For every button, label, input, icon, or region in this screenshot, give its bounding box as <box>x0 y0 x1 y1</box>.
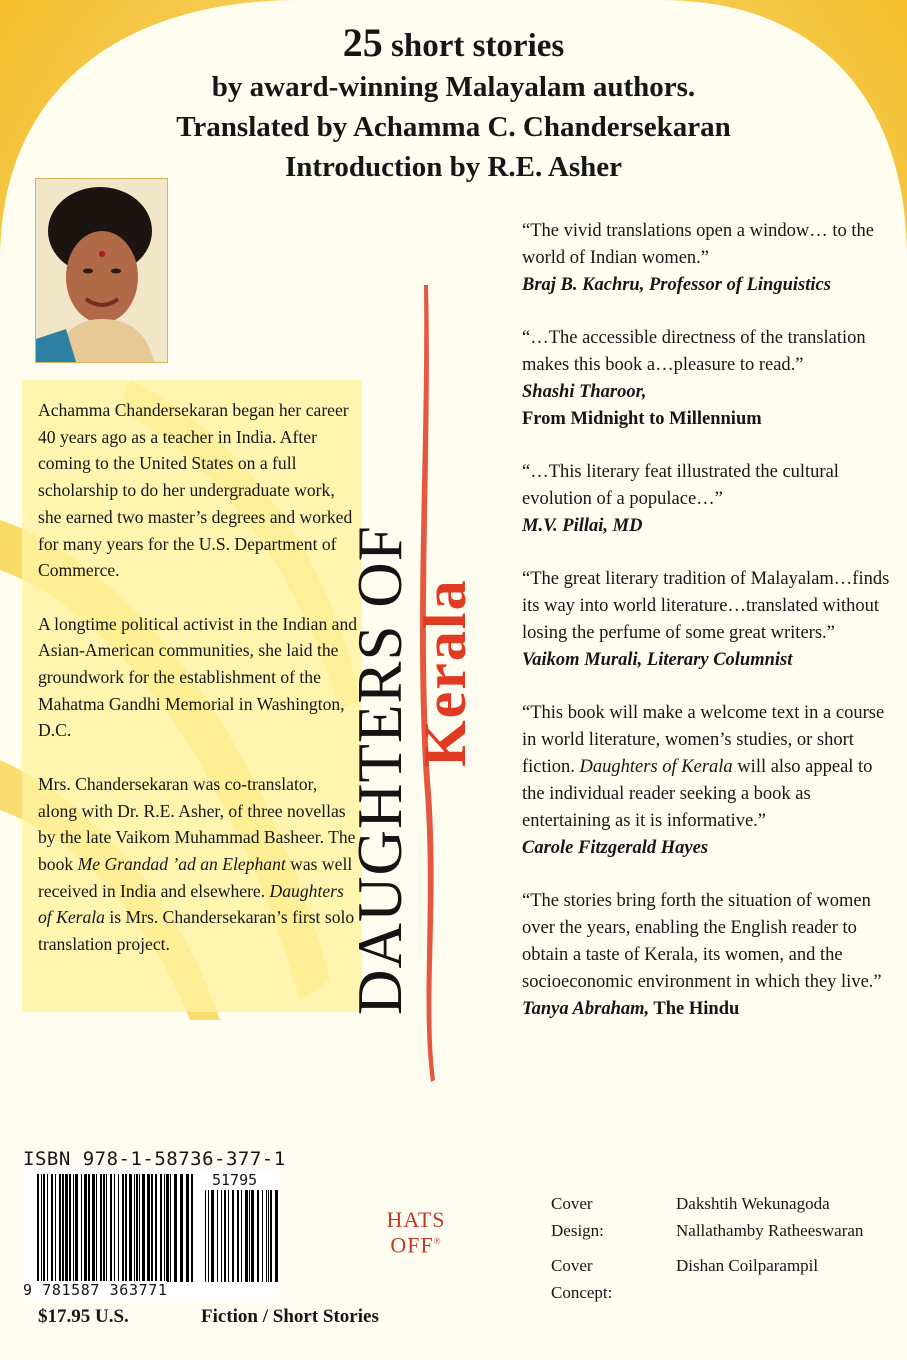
book-title: Me Grandad ’ad an Elephant <box>77 853 286 874</box>
barcode-bar <box>228 1190 229 1282</box>
headline-line4: Introduction by R.E. Asher <box>284 151 623 183</box>
barcode-bar <box>151 1174 153 1282</box>
isbn-number: ISBN 978-1-58736-377-1 <box>23 1148 286 1170</box>
ean-digits: 9 781587 363771 <box>23 1281 168 1299</box>
barcode-bar <box>103 1174 105 1282</box>
bio-paragraph-1: Achamma Chandersekaran began her career 40 years ago as a teacher in India. After coming to the United States on a full scholarship to do her undergraduate work, she earned two master’s degrees and worked for many years for the U.S. Department of Commerce. <box>38 400 353 581</box>
barcode-bar <box>170 1174 171 1282</box>
quote-source: Vaikom Murali, Literary Columnist <box>522 650 793 670</box>
barcode-bar <box>136 1174 138 1282</box>
barcode-bar <box>180 1174 183 1282</box>
headline-line2: by award-winning Malayalam authors. <box>211 71 696 103</box>
barcode-bar <box>134 1174 135 1282</box>
quote-source-work: The Hindu <box>649 999 740 1019</box>
quote-3: “…This literary feat illustrated the cultural evolution of a populace…” M.V. Pillai, MD <box>522 459 894 540</box>
quote-source: Shashi Tharoor, <box>522 382 647 402</box>
bio-paragraph-3: Mrs. Chandersekaran was co-translator, along with Dr. R.E. Asher, of three novellas by the late Vaikom Muhammad Basheer. The book Me Grandad ’ad an Elephant was well received in India and elsewhere. Daughters of Kerala is Mrs. Chandersekaran’s first solo translation project. <box>38 773 356 955</box>
title-daughters-of: DAUGHTERS OF <box>345 525 415 1015</box>
barcode-bar <box>268 1190 269 1282</box>
barcode-bar <box>211 1190 214 1282</box>
barcode-bar <box>96 1174 97 1282</box>
barcode-bar <box>88 1174 90 1282</box>
author-bio <box>38 397 360 984</box>
barcode-bar <box>205 1190 206 1282</box>
quote-source: Carole Fitzgerald Hayes <box>522 838 709 858</box>
barcode-bar <box>65 1174 68 1282</box>
quote-source: M.V. Pillai, MD <box>522 516 643 536</box>
barcode-bar <box>174 1174 177 1282</box>
quote-1: “The vivid translations open a window… to the world of Indian women.” Braj B. Kachru, Professor of Linguistics <box>522 218 894 299</box>
headline-line1: 25 short stories <box>342 20 565 65</box>
barcode-bar <box>118 1174 119 1282</box>
barcode-bar <box>164 1174 165 1282</box>
barcode-bar <box>208 1190 209 1282</box>
barcode-bar <box>245 1190 248 1282</box>
barcode-bar <box>191 1174 193 1282</box>
book-title: Daughters of Kerala <box>38 880 344 928</box>
barcode-bar <box>51 1174 53 1282</box>
barcode-bar <box>217 1190 218 1282</box>
spine-title <box>345 315 478 1015</box>
cover-design-label: Cover Design: <box>551 1194 604 1240</box>
barcode-bar <box>100 1174 102 1282</box>
barcode-bar <box>160 1174 162 1282</box>
price-code: 51795 <box>212 1171 258 1189</box>
quote-5: “This book will make a welcome text in a course in world literature, women’s studies, or short fiction. Daughters of Kerala will also appeal to the individual reader seeking a book as entertaining as it is informative.” Carole Fitzgerald Hayes <box>522 700 894 862</box>
barcode-bar <box>47 1174 48 1282</box>
publisher-logo: HATS OFF® <box>386 1207 446 1258</box>
barcode-bar <box>270 1190 272 1282</box>
barcode-bar <box>257 1190 259 1282</box>
barcode-bar <box>142 1174 145 1282</box>
barcode-bar <box>106 1174 107 1282</box>
barcode-bar <box>110 1174 112 1282</box>
barcode-bar <box>147 1174 150 1282</box>
barcode-bar <box>43 1174 45 1282</box>
title-kerala: Kerala <box>412 578 478 767</box>
barcode-bar <box>262 1190 263 1282</box>
barcode-bar <box>166 1174 169 1282</box>
headline-block <box>0 22 907 187</box>
genre-category: Fiction / Short Stories <box>201 1306 379 1327</box>
barcode-bar <box>232 1190 234 1282</box>
barcode-bar <box>81 1174 82 1282</box>
quote-source: Braj B. Kachru, Professor of Linguistics <box>522 275 831 295</box>
barcode-bar <box>249 1190 250 1282</box>
barcode-bar <box>266 1190 267 1282</box>
price: $17.95 U.S. <box>38 1306 129 1327</box>
barcode-bar <box>114 1174 115 1282</box>
bio-paragraph-2: A longtime political activist in the Indian and Asian-American communities, she laid the groundwork for the establishment of the Mahatma Gandhi Memorial in Washington, D.C. <box>38 613 358 741</box>
barcode-bar <box>55 1174 56 1282</box>
barcode-bar <box>241 1190 242 1282</box>
barcode-bar <box>237 1190 239 1282</box>
headline-line3: Translated by Achamma C. Chandersekaran <box>176 111 731 143</box>
barcode-bar <box>92 1174 95 1282</box>
quote-source: Tanya Abraham, <box>522 999 650 1019</box>
book-title: Daughters of Kerala <box>579 757 733 777</box>
barcode-bar <box>122 1174 124 1282</box>
barcode-bar <box>224 1190 226 1282</box>
barcode-bar <box>69 1174 71 1282</box>
barcode-bar <box>75 1174 78 1282</box>
barcode-bar <box>37 1174 39 1282</box>
barcode-bar <box>275 1190 278 1282</box>
cover-concept-name: Dishan Coilparampil <box>676 1256 819 1275</box>
barcode-bar <box>221 1190 222 1282</box>
barcode-bar <box>139 1174 140 1282</box>
barcode-bar <box>129 1174 132 1282</box>
quote-6: “The stories bring forth the situation of women over the years, enabling the English reader to obtain a taste of Kerala, its women, and the socioeconomic environment in which they live.” Tanya Abraham, The Hindu <box>522 891 882 1019</box>
quote-source-work: From Midnight to Millennium <box>522 409 762 429</box>
author-photo <box>35 178 168 363</box>
barcode-bar <box>41 1174 42 1282</box>
review-quotes <box>522 218 894 1049</box>
cover-concept-label: Cover Concept: <box>551 1256 613 1302</box>
quote-4: “The great literary tradition of Malayalam…finds its way into world literature…translated without losing the perfume of some great writers.” Vaikom Murali, Literary Columnist <box>522 566 894 674</box>
barcode-bar <box>125 1174 127 1282</box>
barcode-bar <box>84 1174 87 1282</box>
barcode-bar <box>251 1190 254 1282</box>
cover-design-name: Nallathamby Ratheeswaran <box>676 1221 864 1240</box>
story-count: 25 <box>342 20 383 65</box>
barcode-bar <box>73 1174 74 1282</box>
barcode-bar <box>186 1174 189 1282</box>
barcode-bar <box>62 1174 64 1282</box>
barcode-bar <box>59 1174 61 1282</box>
cover-design-name: Dakshtih Wekunagoda <box>676 1194 830 1213</box>
quote-2: “…The accessible directness of the translation makes this book a…pleasure to read.” Shashi Tharoor, From Midnight to Millennium <box>522 325 894 433</box>
barcode-bar <box>155 1174 157 1282</box>
